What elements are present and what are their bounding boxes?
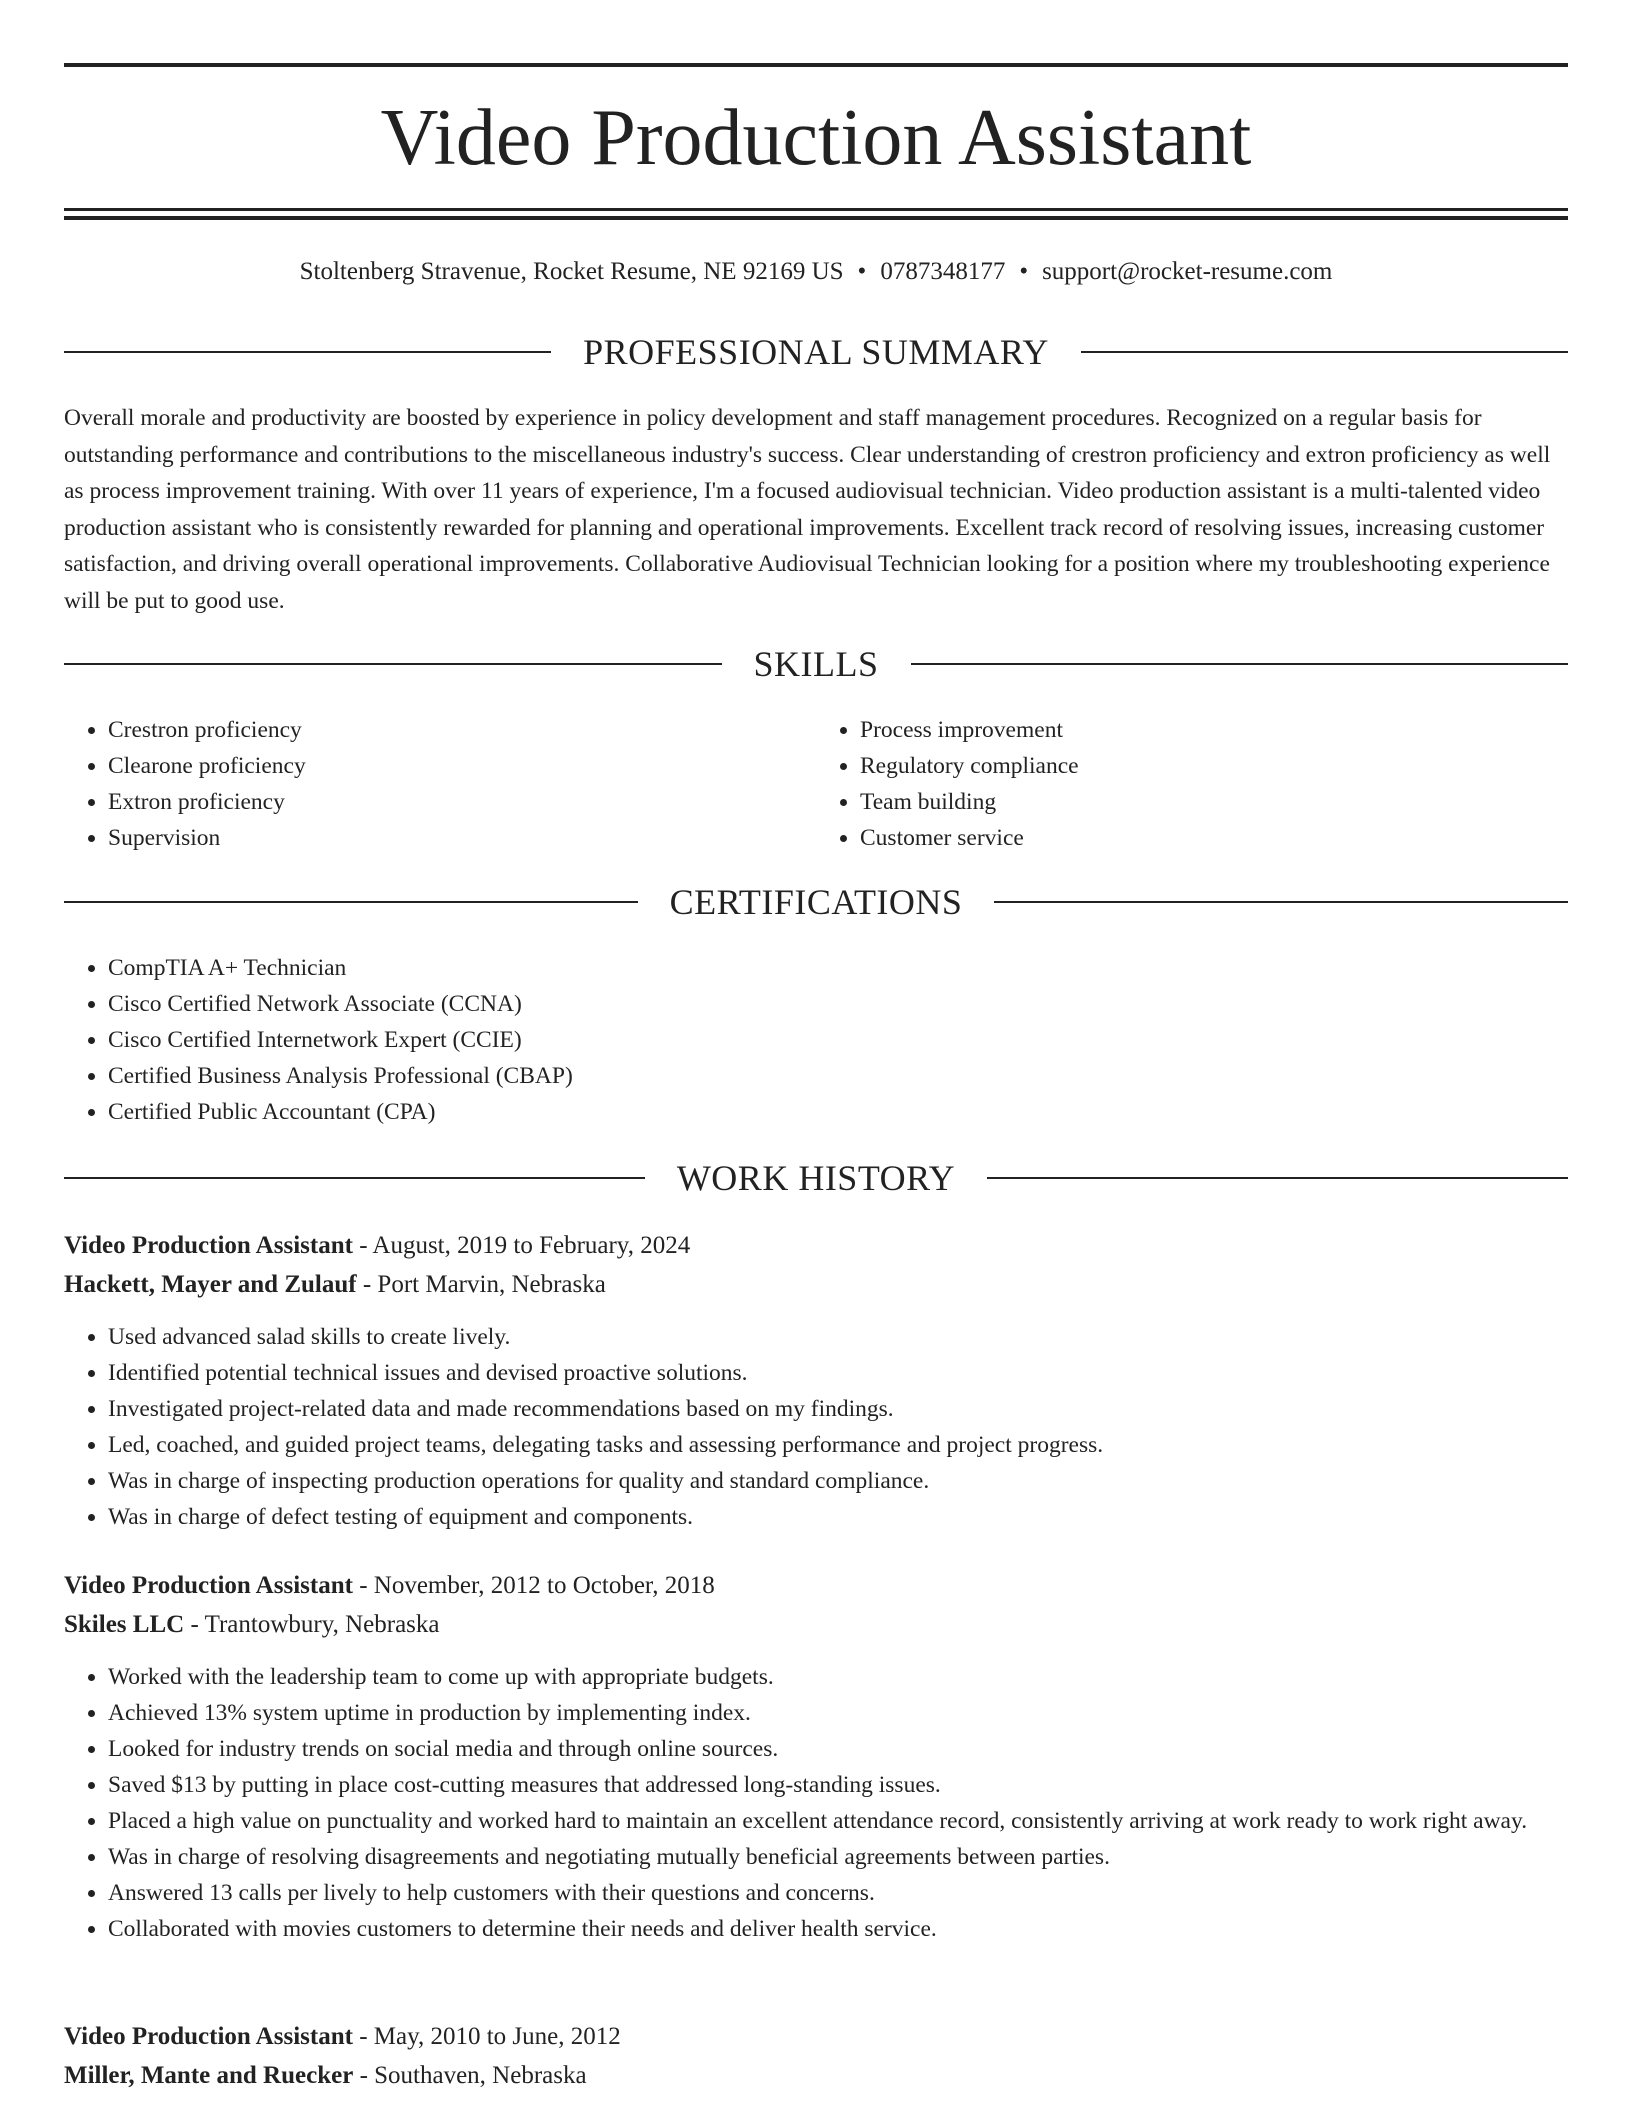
job-title: Video Production Assistant [64, 2023, 353, 2050]
job-bullet: • Led, coached, and guided project teams, delegating tasks and assessing performance and project progress. [108, 1427, 1568, 1463]
dash: - [359, 1572, 368, 1599]
section-title: PROFESSIONAL SUMMARY [583, 332, 1049, 372]
contact-line [64, 254, 1568, 290]
job-dates: May, 2010 to June, 2012 [373, 2023, 621, 2050]
job-bullet: • Was in charge of defect testing of equipment and components. [108, 1499, 1568, 1535]
job-bullet: • Investigated project-related data and made recommendations based on my findings. [108, 1391, 1568, 1427]
job-bullets [64, 1319, 1568, 1535]
job-bullet: • Achieved 13% system uptime in production by implementing index. [108, 1695, 1568, 1731]
job-entry [64, 2017, 1568, 2110]
job-bullets [64, 1659, 1568, 1947]
heading-rule [911, 663, 1569, 665]
dash: - [359, 2023, 368, 2050]
job-bullet: • Was in charge of inspecting production operations for quality and standard compliance. [108, 1463, 1568, 1499]
contact-address: Stoltenberg Stravenue, Rocket Resume, NE 92169 US [299, 258, 844, 285]
job-bullet: • Saved $13 by putting in place cost-cutting measures that addressed long-standing issues. [108, 1767, 1568, 1803]
job-company: Hackett, Mayer and Zulauf [64, 1271, 357, 1298]
job-company-line [64, 1605, 1568, 1644]
skill-item: • Customer service [860, 820, 1568, 856]
top-rule [64, 63, 1568, 67]
skill-item: • Process improvement [860, 712, 1568, 748]
section-heading-skills [64, 642, 1568, 686]
job-dates: November, 2012 to October, 2018 [373, 1572, 715, 1599]
job-bullet: • Used advanced salad skills to create lively. [108, 1319, 1568, 1355]
contact-email: support@rocket-resume.com [1042, 258, 1333, 285]
skills-column-left [64, 712, 816, 856]
skill-item: • Extron proficiency [108, 784, 816, 820]
certification-item: • Certified Business Analysis Professional (CBAP) [108, 1058, 1568, 1094]
certifications-list [64, 950, 1568, 1130]
job-title: Video Production Assistant [64, 1232, 353, 1259]
section-heading-work-history [64, 1156, 1568, 1200]
job-company-line [64, 2056, 1568, 2095]
skill-item: • Crestron proficiency [108, 712, 816, 748]
heading-rule [987, 1177, 1568, 1179]
heading-rule [64, 663, 722, 665]
dash: - [362, 1271, 372, 1298]
job-company: Skiles LLC [64, 1611, 185, 1638]
job-title-line [64, 1226, 1568, 1265]
skill-item: • Supervision [108, 820, 816, 856]
job-location: Trantowbury, Nebraska [204, 1611, 440, 1638]
job-bullet: • Placed a high value on punctuality and worked hard to maintain an excellent attendance record, consistently arriving at work ready to work right away. [108, 1803, 1568, 1839]
job-bullet: • Answered 13 calls per lively to help customers with their questions and concerns. [108, 1875, 1568, 1911]
job-company: Miller, Mante and Ruecker [64, 2062, 354, 2089]
job-bullet: • Worked with the leadership team to come up with appropriate budgets. [108, 1659, 1568, 1695]
job-entry [64, 1226, 1568, 1535]
contact-separator: • [857, 258, 867, 285]
skills-grid [64, 712, 1568, 856]
heading-rule [64, 351, 551, 353]
dash: - [190, 1611, 199, 1638]
certification-item: • Cisco Certified Network Associate (CCNA) [108, 986, 1568, 1022]
job-bullet: • Looked for industry trends on social media and through online sources. [108, 1731, 1568, 1767]
contact-phone: 0787348177 [880, 258, 1006, 285]
skill-item: • Regulatory compliance [860, 748, 1568, 784]
job-title: Video Production Assistant [64, 1572, 353, 1599]
job-title-line [64, 2017, 1568, 2056]
heading-rule [1081, 351, 1568, 353]
certification-item: • CompTIA A+ Technician [108, 950, 1568, 986]
heading-rule [994, 901, 1568, 903]
skills-column-right [816, 712, 1568, 856]
job-bullet: • Identified potential technical issues and devised proactive solutions. [108, 1355, 1568, 1391]
certification-item: • Cisco Certified Internetwork Expert (CCIE) [108, 1022, 1568, 1058]
job-location: Southaven, Nebraska [374, 2062, 587, 2089]
dash: - [359, 1232, 368, 1259]
job-bullet: • Collaborated with movies customers to determine their needs and deliver health service. [108, 1911, 1568, 1947]
certification-item: • Certified Public Accountant (CPA) [108, 1094, 1568, 1130]
section-title: WORK HISTORY [676, 1158, 956, 1198]
job-company-line [64, 1265, 1568, 1304]
title-double-rule [64, 208, 1568, 220]
section-heading-summary [64, 330, 1568, 374]
job-location: Port Marvin, Nebraska [377, 1271, 606, 1298]
section-heading-certifications [64, 880, 1568, 924]
contact-separator: • [1019, 258, 1029, 285]
dash: - [359, 2062, 368, 2089]
job-dates: August, 2019 to February, 2024 [372, 1232, 691, 1259]
summary-paragraph: Overall morale and productivity are boosted by experience in policy development and staff management procedures. Recognized on a regular basis for outstanding performance and contributions to the miscellaneous industry's success. Clear understanding of crestron proficiency and extron proficiency as well as process improvement training. With over 11 years of experience, I'm a focused audiovisual technician. Video production assistant is a multi-talented video production assistant who is consistently rewarded for planning and operational improvements. Excellent track record of resolving issues, increasing customer satisfaction, and driving overall operational improvements. Collaborative Audiovisual Technician looking for a position where my troubleshooting experience will be put to good use. [64, 405, 1551, 614]
job-bullet: • Was in charge of resolving disagreements and negotiating mutually beneficial agreements between parties. [108, 1839, 1568, 1875]
heading-rule [64, 901, 638, 903]
section-title: CERTIFICATIONS [669, 882, 963, 922]
job-entry [64, 1566, 1568, 1947]
skill-item: • Team building [860, 784, 1568, 820]
heading-rule [64, 1177, 645, 1179]
section-title: SKILLS [753, 644, 879, 684]
resume-title: Video Production Assistant [380, 94, 1252, 182]
job-title-line [64, 1566, 1568, 1605]
skill-item: • Clearone proficiency [108, 748, 816, 784]
